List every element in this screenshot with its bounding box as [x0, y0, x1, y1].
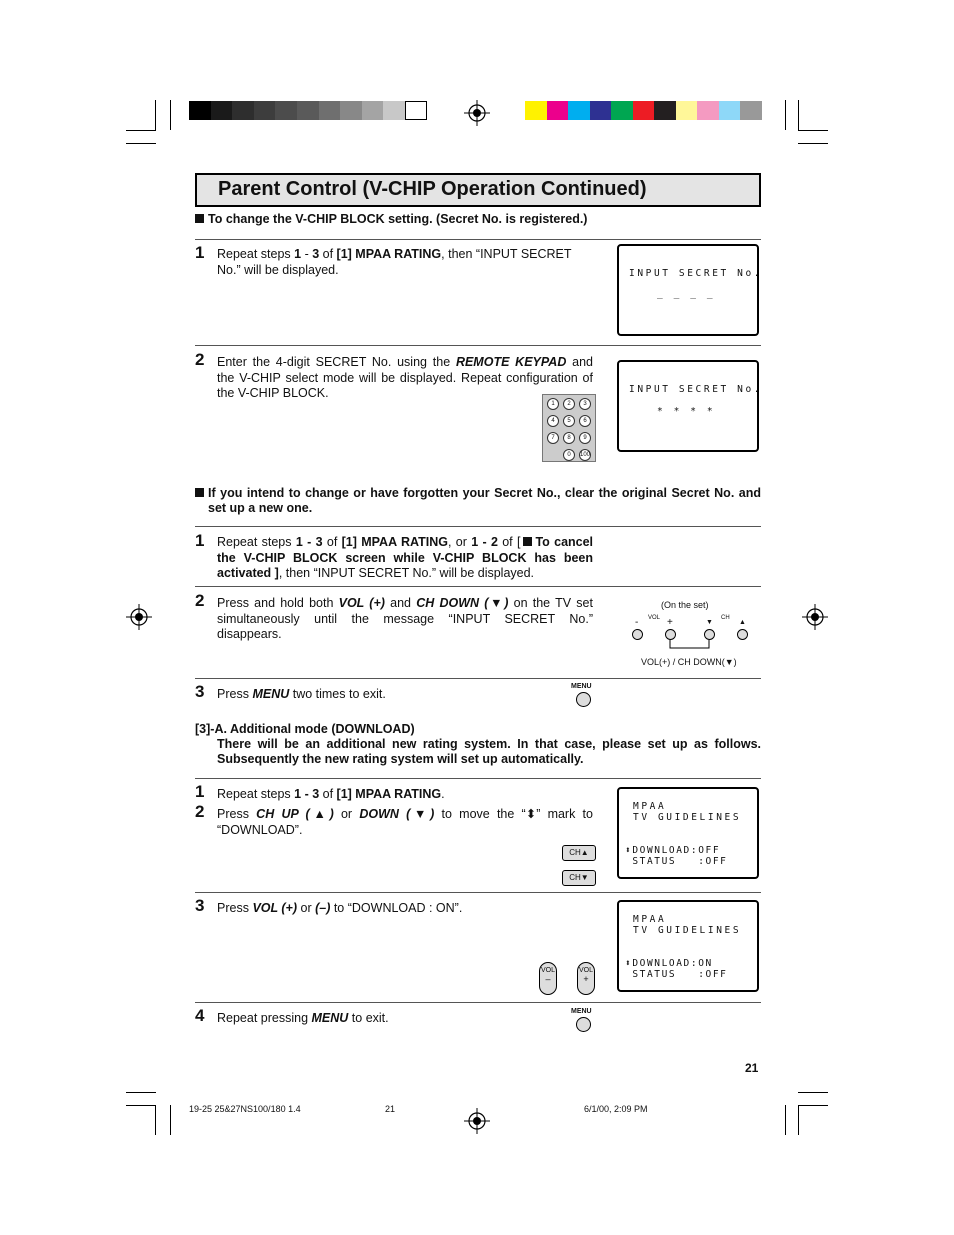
step-text: Repeat pressing MENU to exit.: [217, 1011, 389, 1025]
page-title: Parent Control (V-CHIP Operation Continued): [218, 178, 647, 200]
color-swatch: [340, 101, 362, 120]
color-swatch: [611, 101, 633, 120]
color-swatch: [547, 101, 569, 120]
step-text: Repeat steps 1 - 3 of [1] MPAA RATING.: [217, 787, 445, 801]
key-0[interactable]: 0: [563, 449, 575, 461]
key-7[interactable]: 7: [547, 432, 559, 444]
vol-minus-button[interactable]: [632, 629, 643, 640]
registration-mark-icon: [464, 1108, 490, 1134]
divider: [195, 526, 761, 527]
color-swatch: [697, 101, 719, 120]
footer-left: 19-25 25&27NS100/180 1.4: [189, 1104, 301, 1114]
registration-mark-icon: [126, 604, 152, 630]
color-swatch: [633, 101, 655, 120]
color-swatch: [275, 101, 297, 120]
color-swatch: [719, 101, 741, 120]
tv-screen: INPUT SECRET No. * * * *: [617, 360, 759, 452]
divider: [195, 778, 761, 779]
color-swatch: [319, 101, 341, 120]
registration-mark-icon: [464, 100, 490, 126]
footer-right: 6/1/00, 2:09 PM: [584, 1104, 648, 1114]
step-text: Press VOL (+) or (–) to “DOWNLOAD : ON”.: [217, 901, 463, 915]
step-number: 1: [195, 243, 205, 262]
key-5[interactable]: 5: [563, 415, 575, 427]
section3-body: There will be an additional new rating system. In that case, please set up as follows. Subsequently the new rating system will set up automatically.: [217, 737, 761, 766]
menu-label: MENU: [571, 683, 592, 690]
color-swatch: [383, 101, 405, 120]
step-text: Press MENU two times to exit.: [217, 687, 386, 701]
section1-heading: To change the V-CHIP BLOCK setting. (Secret No. is registered.): [195, 212, 587, 227]
key-3[interactable]: 3: [579, 398, 591, 410]
color-swatch: [676, 101, 698, 120]
step-text: Repeat steps 1 - 3 of [1] MPAA RATING, then “INPUT SECRET No.” will be displayed.: [217, 247, 572, 277]
step-number: 2: [195, 802, 205, 821]
page-title-box: [195, 173, 761, 207]
color-swatch: [405, 101, 427, 120]
divider: [195, 892, 761, 893]
vol-plus-button[interactable]: VOL +: [577, 962, 595, 995]
color-swatch: [525, 101, 547, 120]
divider: [195, 586, 761, 587]
key-2[interactable]: 2: [563, 398, 575, 410]
step-number: 3: [195, 896, 205, 915]
footer-center: 21: [385, 1104, 396, 1114]
color-swatch: [211, 101, 233, 120]
color-swatch: [568, 101, 590, 120]
key-1[interactable]: 1: [547, 398, 559, 410]
tv-screen: MPAA TV GUIDELINES ⬍DOWNLOAD:OFF STATUS :OFF: [617, 787, 759, 879]
color-swatch: [654, 101, 676, 120]
color-swatch: [189, 101, 211, 120]
tv-screen: INPUT SECRET No. _ _ _ _: [617, 244, 759, 336]
divider: [195, 1002, 761, 1003]
ch-down-button[interactable]: CH▼: [562, 870, 596, 886]
color-swatch: [297, 101, 319, 120]
step-number: 1: [195, 782, 205, 801]
section2-heading: If you intend to change or have forgotten your Secret No., clear the original Secret No. and set up a new one.: [195, 486, 761, 516]
color-swatch: [232, 101, 254, 120]
color-swatch: [362, 101, 384, 120]
menu-button[interactable]: [576, 692, 591, 707]
step-text: Press CH UP (▲) or DOWN (▼) to move the “⬍” mark to “DOWNLOAD”.: [217, 807, 593, 837]
key-9[interactable]: 9: [579, 432, 591, 444]
key-100[interactable]: 100: [579, 449, 591, 461]
vol-plus-button[interactable]: [665, 629, 676, 640]
section3-heading: [3]-A. Additional mode (DOWNLOAD): [195, 722, 415, 736]
bullet-square-icon: [523, 537, 532, 546]
ch-up-button[interactable]: [737, 629, 748, 640]
color-swatch: [740, 101, 762, 120]
color-swatch: [254, 101, 276, 120]
step-text: Enter the 4-digit SECRET No. using the REMOTE KEYPAD and the V-CHIP select mode will be displayed. Repeat configuration of the V-CHIP BLOCK.: [217, 355, 593, 400]
registration-mark-icon: [802, 604, 828, 630]
page-number: 21: [745, 1061, 759, 1075]
menu-button[interactable]: [576, 1017, 591, 1032]
ch-up-button[interactable]: CH▲: [562, 845, 596, 861]
step-number: 4: [195, 1006, 205, 1025]
bullet-square-icon: [195, 214, 204, 223]
step-number: 3: [195, 682, 205, 701]
divider: [195, 239, 761, 240]
step-number: 2: [195, 591, 205, 610]
step-number: 1: [195, 531, 205, 550]
key-8[interactable]: 8: [563, 432, 575, 444]
bullet-square-icon: [195, 488, 204, 497]
step-text: Press and hold both VOL (+) and CH DOWN (▼) on the TV set simultaneously until the message “INPUT SECRET No.” disappears.: [217, 596, 593, 641]
key-4[interactable]: 4: [547, 415, 559, 427]
divider: [195, 678, 761, 679]
divider: [195, 345, 761, 346]
color-swatch: [590, 101, 612, 120]
step-number: 2: [195, 350, 205, 369]
step-text: Repeat steps 1 - 3 of [1] MPAA RATING, or 1 - 2 of [ To cancel the V-CHIP BLOCK screen while V-CHIP BLOCK has been activated ], then “INPUT SECRET No.” will be displayed.: [217, 535, 594, 580]
key-6[interactable]: 6: [579, 415, 591, 427]
remote-keypad: [542, 394, 596, 462]
menu-label: MENU: [571, 1008, 592, 1015]
bracket-icon: [665, 640, 715, 652]
vol-minus-button[interactable]: VOL –: [539, 962, 557, 995]
ch-down-button[interactable]: [704, 629, 715, 640]
tv-screen: MPAA TV GUIDELINES ⬍DOWNLOAD:ON STATUS :OFF: [617, 900, 759, 992]
